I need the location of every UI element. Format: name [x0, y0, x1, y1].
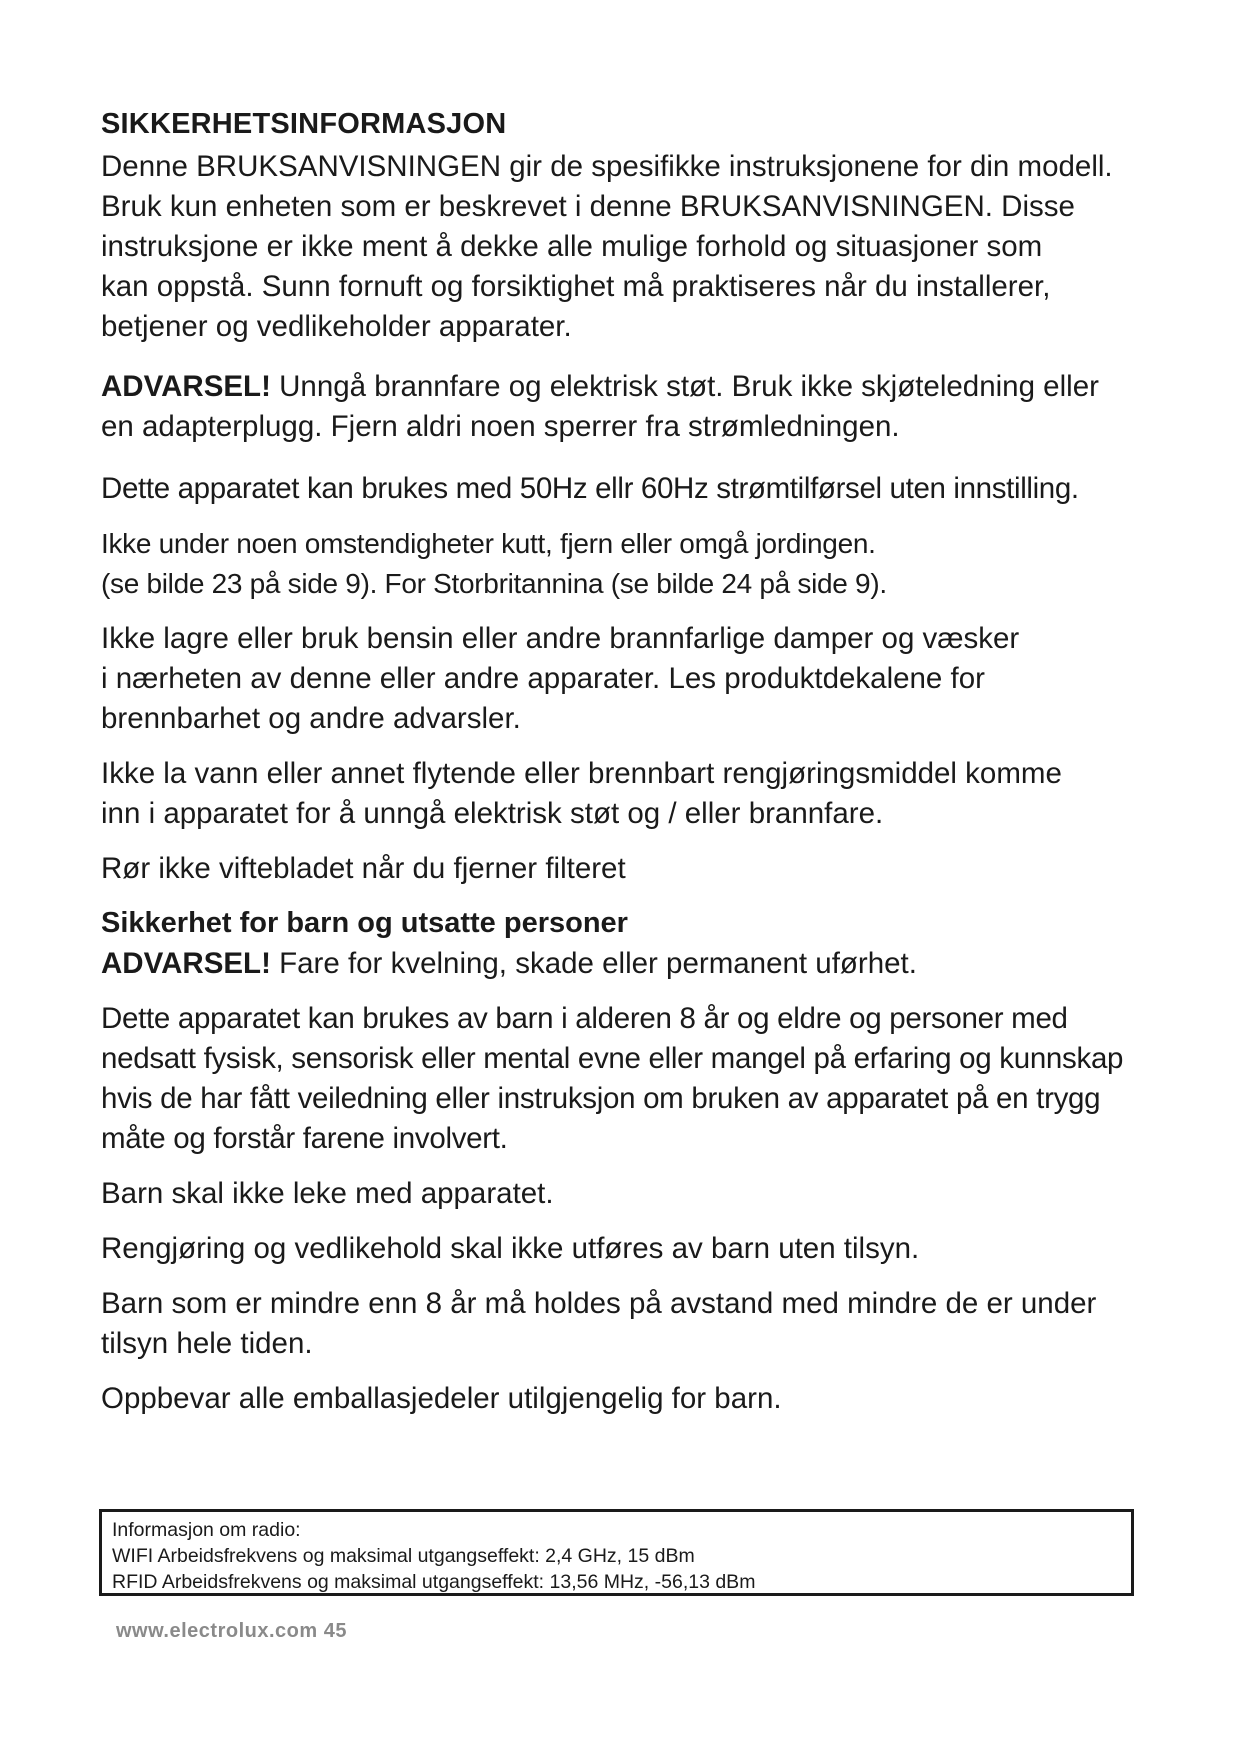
children-age-line: måte og forstår farene involvert. [101, 1122, 508, 1155]
warning-fire-paragraph [101, 367, 1146, 447]
gasoline-line: i nærheten av denne eller andre apparater. Les produktdekalene for [101, 662, 985, 695]
warning-child-paragraph [101, 944, 1146, 984]
radio-info-rfid: RFID Arbeidsfrekvens og maksimal utgangseffekt: 13,56 MHz, -56,13 dBm [112, 1571, 756, 1593]
intro-line: kan oppstå. Sunn fornuft og forsiktighet må praktiseres når du installerer, [101, 270, 1051, 303]
supervision-line: Barn som er mindre enn 8 år må holdes på avstand med mindre de er under [101, 1287, 1097, 1320]
intro-line: Denne BRUKSANVISNINGEN gir de spesifikke instruksjonene for din modell. [101, 150, 1113, 183]
children-age-paragraph [101, 999, 1146, 1159]
child-section-title: Sikkerhet for barn og utsatte personer [101, 907, 628, 939]
radio-info-box [99, 1509, 1134, 1596]
warning-label: ADVARSEL! [101, 370, 271, 403]
gasoline-line: Ikke lagre eller bruk bensin eller andre brannfarlige damper og væsker [101, 622, 1020, 655]
footer-website: www.electrolux.com [116, 1620, 318, 1642]
gasoline-paragraph [101, 619, 1146, 739]
warning-text: Unngå brannfare og elektrisk støt. Bruk ikke skjøteledning eller [270, 370, 1099, 403]
warning-label: ADVARSEL! [101, 947, 271, 980]
fan-paragraph: Rør ikke viftebladet når du fjerner filteret [101, 852, 626, 885]
grounding-line: Ikke under noen omstendigheter kutt, fjern eller omgå jordingen. [101, 528, 876, 559]
warning-text: Fare for kvelning, skade eller permanent uførhet. [270, 947, 917, 980]
supervision-paragraph [101, 1284, 1146, 1364]
grounding-paragraph [101, 524, 1146, 604]
children-age-line: hvis de har fått veiledning eller instruksjon om bruken av apparatet på en trygg [101, 1082, 1101, 1115]
supervision-line: tilsyn hele tiden. [101, 1327, 313, 1360]
section-title: SIKKERHETSINFORMASJON [101, 108, 507, 140]
radio-info-title: Informasjon om radio: [112, 1519, 301, 1541]
water-line: Ikke la vann eller annet flytende eller brennbart rengjøringsmiddel komme [101, 757, 1062, 790]
grounding-line: (se bilde 23 på side 9). For Storbritannina (se bilde 24 på side 9). [101, 568, 887, 599]
children-age-line: nedsatt fysisk, sensorisk eller mental evne eller mangel på erfaring og kunnskap [101, 1042, 1124, 1075]
water-line: inn i apparatet for å unngå elektrisk støt og / eller brannfare. [101, 797, 884, 830]
children-age-line: Dette apparatet kan brukes av barn i alderen 8 år og eldre og personer med [101, 1002, 1068, 1035]
radio-info-wifi: WIFI Arbeidsfrekvens og maksimal utgangseffekt: 2,4 GHz, 15 dBm [112, 1545, 695, 1567]
warning-text-line2: en adapterplugg. Fjern aldri noen sperrer fra strømledningen. [101, 410, 900, 443]
document-page [101, 100, 1146, 1434]
gasoline-line: brennbarhet og andre advarsler. [101, 702, 521, 735]
intro-paragraph [101, 147, 1146, 347]
no-play-paragraph: Barn skal ikke leke med apparatet. [101, 1177, 554, 1210]
page-footer [116, 1620, 347, 1643]
footer-page-number: 45 [323, 1620, 347, 1642]
cleaning-paragraph: Rengjøring og vedlikehold skal ikke utføres av barn uten tilsyn. [101, 1232, 920, 1265]
intro-line: Bruk kun enheten som er beskrevet i denne BRUKSANVISNINGEN. Disse [101, 190, 1075, 223]
frequency-paragraph: Dette apparatet kan brukes med 50Hz ellr 60Hz strømtilførsel uten innstilling. [101, 472, 1079, 505]
packaging-paragraph: Oppbevar alle emballasjedeler utilgjengelig for barn. [101, 1382, 782, 1415]
intro-line: instruksjone er ikke ment å dekke alle mulige forhold og situasjoner som [101, 230, 1043, 263]
intro-line: betjener og vedlikeholder apparater. [101, 310, 572, 343]
water-paragraph [101, 754, 1146, 834]
